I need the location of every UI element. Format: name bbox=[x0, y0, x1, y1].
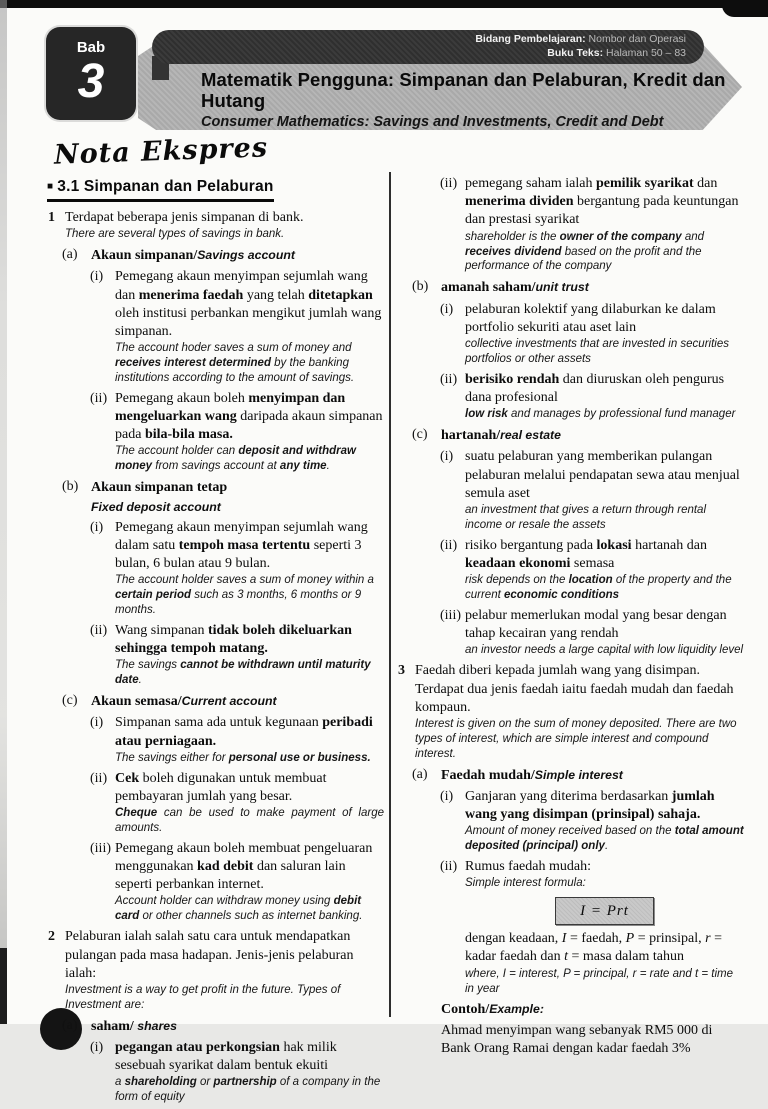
list-marker: (ii) bbox=[90, 770, 108, 786]
subitem-title-malay: Contoh/ bbox=[441, 1001, 490, 1017]
english-translation: Amount of money received based on the total amount deposited (principal) only. bbox=[465, 825, 744, 853]
english-translation: a shareholding or partnership of a company in the form of equity bbox=[115, 1076, 381, 1104]
numbered-item bbox=[48, 928, 384, 1013]
list-marker: 1 bbox=[48, 210, 55, 225]
section-number: 3.1 bbox=[57, 178, 80, 195]
english-translation: Account holder can withdraw money using debit card or other channels such as internet banking. bbox=[115, 895, 363, 923]
lettered-subitem bbox=[48, 478, 384, 515]
english-translation: The savings either for personal use or business. bbox=[115, 751, 371, 764]
numbered-item bbox=[398, 662, 744, 762]
meta-textbook-pages-label: Buku Teks: bbox=[547, 47, 604, 59]
section-heading bbox=[47, 178, 274, 202]
subitem-title-malay: Akaun simpanan tetap bbox=[91, 480, 228, 496]
list-marker: (b) bbox=[412, 279, 429, 295]
scan-left-edge-dark bbox=[0, 948, 7, 1024]
left-column bbox=[48, 206, 384, 1109]
malay-text: berisiko rendah dan diuruskan oleh pengurus dana profesional bbox=[465, 371, 725, 405]
malay-text: Pemegang akaun boleh menyimpan dan mengeluarkan wang daripada akaun simpanan pada bila-bila masa. bbox=[115, 390, 383, 443]
list-marker: (ii) bbox=[440, 371, 458, 387]
scan-top-right-mark bbox=[722, 0, 768, 17]
meta-textbook-pages-value: Halaman 50 – 83 bbox=[603, 47, 686, 59]
subitem-title bbox=[441, 426, 744, 445]
list-marker: (i) bbox=[90, 269, 104, 285]
english-translation: The savings cannot be withdrawn until maturity date. bbox=[115, 659, 371, 687]
english-translation: Investment is a way to get profit in the future. Types of Investment are: bbox=[65, 983, 341, 1011]
lettered-subitem bbox=[398, 766, 744, 785]
chapter-title-block bbox=[201, 69, 749, 132]
english-translation: where, I = interest, P = principal, r = rate and t = time in year bbox=[465, 967, 734, 995]
right-column bbox=[398, 175, 744, 1061]
roman-point bbox=[398, 448, 744, 533]
malay-text: Ganjaran yang diterima berdasarkan jumlah wang yang disimpan (prinsipal) sahaja. bbox=[465, 788, 715, 823]
list-marker: (a) bbox=[62, 247, 78, 263]
lettered-subitem bbox=[398, 278, 744, 297]
list-body bbox=[115, 1039, 384, 1106]
square-bullet-icon: ■ bbox=[47, 181, 54, 192]
malay-text: pelaburan kolektif yang dilaburkan ke dalam portfolio sekuriti atau aset lain bbox=[465, 301, 716, 335]
list-marker: (c) bbox=[62, 693, 78, 709]
subitem-title-english: Savings account bbox=[197, 248, 295, 263]
paragraph bbox=[441, 1022, 744, 1058]
column-divider bbox=[389, 172, 391, 1017]
chapter-badge bbox=[46, 27, 136, 120]
subitem-title-english-line bbox=[91, 498, 384, 516]
malay-text: Terdapat beberapa jenis simpanan di bank. bbox=[65, 210, 304, 225]
malay-text: dengan keadaan, I = faedah, P = prinsipal, r = kadar faedah dan t = masa dalam tahun bbox=[465, 931, 722, 965]
formula-wrapper bbox=[465, 897, 744, 925]
lettered-subitem bbox=[48, 692, 384, 711]
english-translation: Simple interest formula: bbox=[465, 877, 586, 890]
roman-point bbox=[398, 607, 744, 659]
list-body bbox=[465, 607, 744, 659]
malay-text: pegangan atau perkongsian hak milik sesebuah syarikat dalam bentuk ekuiti bbox=[115, 1039, 337, 1074]
meta-textbook-pages bbox=[547, 47, 686, 61]
subitem-title-english: Current account bbox=[181, 694, 277, 709]
notes-express-heading: Nota Ekspres bbox=[53, 132, 269, 171]
list-body bbox=[91, 246, 384, 265]
roman-point bbox=[398, 371, 744, 423]
chapter-title-english: Consumer Mathematics: Savings and Investments, Credit and Debt bbox=[201, 114, 664, 131]
malay-text: Wang simpanan tidak boleh dikeluarkan sehingga tempoh matang. bbox=[115, 622, 352, 657]
roman-point bbox=[48, 268, 384, 387]
english-translation: Cheque can be used to make payment of large amounts. bbox=[115, 807, 384, 834]
malay-text: risiko bergantung pada lokasi hartanah dan keadaan ekonomi semasa bbox=[465, 537, 707, 571]
list-body bbox=[441, 766, 744, 785]
list-marker: (ii) bbox=[440, 537, 458, 553]
list-marker: (ii) bbox=[440, 859, 458, 875]
paragraph bbox=[465, 930, 744, 996]
roman-point bbox=[48, 770, 384, 837]
list-body bbox=[465, 371, 744, 423]
chapter-number: 3 bbox=[77, 55, 105, 108]
subitem-title bbox=[441, 766, 744, 785]
subitem-title-english: Example: bbox=[489, 1001, 544, 1016]
malay-text: pemegang saham ialah pemilik syarikat dan menerima dividen bergantung pada keuntungan dan prestasi syarikat bbox=[465, 176, 739, 228]
roman-point bbox=[398, 537, 744, 604]
list-body bbox=[465, 537, 744, 604]
list-marker: (i) bbox=[440, 301, 454, 317]
list-marker: (i) bbox=[90, 1039, 104, 1055]
list-marker: (i) bbox=[90, 519, 104, 535]
english-translation: an investor needs a large capital with low liquidity level bbox=[465, 644, 744, 657]
malay-text: Ahmad menyimpan wang sebanyak RM5 000 di Bank Orang Ramai dengan kadar faedah 3% bbox=[441, 1022, 713, 1056]
roman-point bbox=[48, 840, 384, 925]
list-body bbox=[115, 622, 384, 689]
meta-learning-area bbox=[475, 33, 686, 47]
list-marker: (iii) bbox=[90, 840, 111, 856]
malay-text: Pemegang akaun boleh membuat pengeluaran menggunakan kad debit dan saluran lain seperti perbankan internet. bbox=[115, 840, 373, 893]
list-marker: (i) bbox=[90, 715, 104, 731]
subitem-title-english: Simple interest bbox=[534, 767, 623, 782]
list-body bbox=[91, 478, 384, 515]
list-marker: 3 bbox=[398, 663, 405, 679]
roman-point bbox=[48, 390, 384, 475]
subitem-title bbox=[441, 278, 744, 297]
subitem-title-malay: Akaun simpanan/ bbox=[91, 248, 198, 264]
english-translation: The account hoder saves a sum of money and receives interest determined by the banking institutions according to the amount of savings. bbox=[115, 342, 355, 384]
scan-left-edge bbox=[0, 0, 7, 1024]
list-marker: (iii) bbox=[440, 608, 461, 623]
list-marker: (b) bbox=[62, 479, 79, 495]
roman-point bbox=[398, 858, 744, 892]
malay-text: Simpanan sama ada untuk kegunaan peribadi atau perniagaan. bbox=[115, 715, 373, 749]
english-translation: The account holder saves a sum of money within a certain period such as 3 months, 6 months or 9 months. bbox=[115, 574, 374, 616]
list-body bbox=[91, 1017, 384, 1036]
list-body bbox=[441, 278, 744, 297]
subitem-title bbox=[91, 1017, 384, 1036]
numbered-item bbox=[48, 209, 384, 243]
roman-point bbox=[48, 1039, 384, 1106]
list-marker: (a) bbox=[412, 766, 428, 782]
chapter-label: Bab bbox=[76, 39, 106, 56]
english-translation: low risk and manages by professional fund manager bbox=[465, 408, 736, 421]
list-body bbox=[115, 390, 384, 475]
list-body bbox=[65, 209, 384, 243]
english-translation: The account holder can deposit and withdraw money from savings account at any time. bbox=[115, 445, 356, 473]
list-marker: 2 bbox=[48, 929, 55, 945]
subitem-title-english: Fixed deposit account bbox=[91, 499, 221, 514]
lettered-subitem bbox=[48, 1017, 384, 1036]
subitem-title bbox=[91, 246, 384, 265]
meta-learning-area-label: Bidang Pembelajaran: bbox=[475, 33, 586, 46]
malay-text: Cek boleh digunakan untuk membuat pembayaran jumlah yang besar. bbox=[115, 770, 327, 804]
list-body bbox=[115, 519, 384, 619]
malay-text: Rumus faedah mudah: bbox=[465, 859, 591, 875]
malay-text: Pelaburan ialah salah satu cara untuk mendapatkan pulangan pada masa hadapan. Jenis-jenis pelaburan ialah: bbox=[65, 929, 354, 981]
list-body bbox=[91, 692, 384, 711]
subitem-title bbox=[441, 1000, 744, 1019]
list-marker: (i) bbox=[440, 788, 454, 804]
malay-text: Faedah diberi kepada jumlah wang yang disimpan. Terdapat dua jenis faedah iaitu faedah mudah dan faedah kompaun. bbox=[415, 663, 734, 715]
list-body bbox=[115, 770, 384, 837]
english-translation: There are several types of savings in bank. bbox=[65, 228, 285, 241]
scan-top-edge bbox=[0, 0, 768, 8]
list-marker: (i) bbox=[440, 449, 454, 465]
list-marker: (a) bbox=[62, 1017, 78, 1033]
list-body bbox=[465, 175, 744, 275]
formula-box: I = Prt bbox=[555, 897, 654, 925]
subitem-title-english: unit trust bbox=[535, 280, 589, 295]
list-body bbox=[465, 788, 744, 855]
chapter-title-malay: Matematik Pengguna: Simpanan dan Pelaburan, Kredit dan Hutang bbox=[201, 69, 726, 112]
list-marker: (ii) bbox=[90, 622, 108, 638]
subitem-title-malay: amanah saham/ bbox=[441, 280, 536, 296]
roman-point bbox=[48, 519, 384, 619]
subitem-title-malay: Faedah mudah/ bbox=[441, 767, 535, 783]
malay-text: Pemegang akaun menyimpan sejumlah wang dalam satu tempoh masa tertentu seperti 3 bulan, 6 bulan atau 9 bulan. bbox=[115, 519, 368, 571]
section-title: Simpanan dan Pelaburan bbox=[83, 178, 274, 195]
list-body bbox=[65, 928, 384, 1013]
list-body bbox=[115, 714, 384, 766]
list-body bbox=[465, 301, 744, 368]
roman-point bbox=[398, 175, 744, 275]
malay-text: pelabur memerlukan modal yang besar dengan tahap kecairan yang rendah bbox=[465, 608, 727, 642]
list-marker: (c) bbox=[412, 427, 428, 443]
lettered-subitem bbox=[48, 246, 384, 265]
list-body bbox=[465, 858, 744, 892]
list-body bbox=[441, 426, 744, 445]
malay-text: suatu pelaburan yang memberikan pulangan pelaburan melalui pendapatan sewa atau menjual semula aset bbox=[465, 449, 740, 501]
roman-point bbox=[398, 301, 744, 368]
list-marker: (ii) bbox=[440, 176, 458, 191]
english-translation: risk depends on the location of the property and the current economic conditions bbox=[465, 574, 732, 602]
subitem-title-english: shares bbox=[137, 1018, 177, 1033]
english-translation: Interest is given on the sum of money deposited. There are two types of interest, which are simple interest and compound interest. bbox=[415, 717, 737, 760]
subitem-title-english: real estate bbox=[500, 428, 561, 443]
meta-learning-area-value: Nombor dan Operasi bbox=[585, 33, 686, 46]
subitem-title-malay: hartanah/ bbox=[441, 428, 501, 444]
roman-point bbox=[48, 622, 384, 689]
example-label bbox=[441, 1000, 744, 1019]
list-body bbox=[465, 448, 744, 533]
english-translation: collective investments that are invested in securities portfolios or other assets bbox=[465, 337, 729, 365]
subitem-title-malay: Akaun semasa/ bbox=[91, 694, 182, 710]
list-marker: (ii) bbox=[90, 390, 108, 406]
english-translation: an investment that gives a return through rental income or resale the assets bbox=[465, 503, 707, 531]
chapter-meta-bar bbox=[152, 30, 704, 64]
list-body bbox=[115, 268, 384, 387]
subitem-title bbox=[91, 692, 384, 711]
malay-text: Pemegang akaun menyimpan sejumlah wang dan menerima faedah yang telah ditetapkan oleh institusi perbankan mengikut jumlah wang simpanan. bbox=[115, 269, 382, 339]
list-body bbox=[115, 840, 384, 925]
roman-point bbox=[398, 788, 744, 855]
lettered-subitem bbox=[398, 426, 744, 445]
list-body bbox=[415, 662, 744, 762]
english-translation: shareholder is the owner of the company and receives dividend based on the profit and the performance of the company bbox=[465, 230, 705, 273]
subitem-title-malay: saham/ bbox=[91, 1018, 138, 1034]
subitem-title bbox=[91, 478, 384, 497]
roman-point bbox=[48, 714, 384, 766]
